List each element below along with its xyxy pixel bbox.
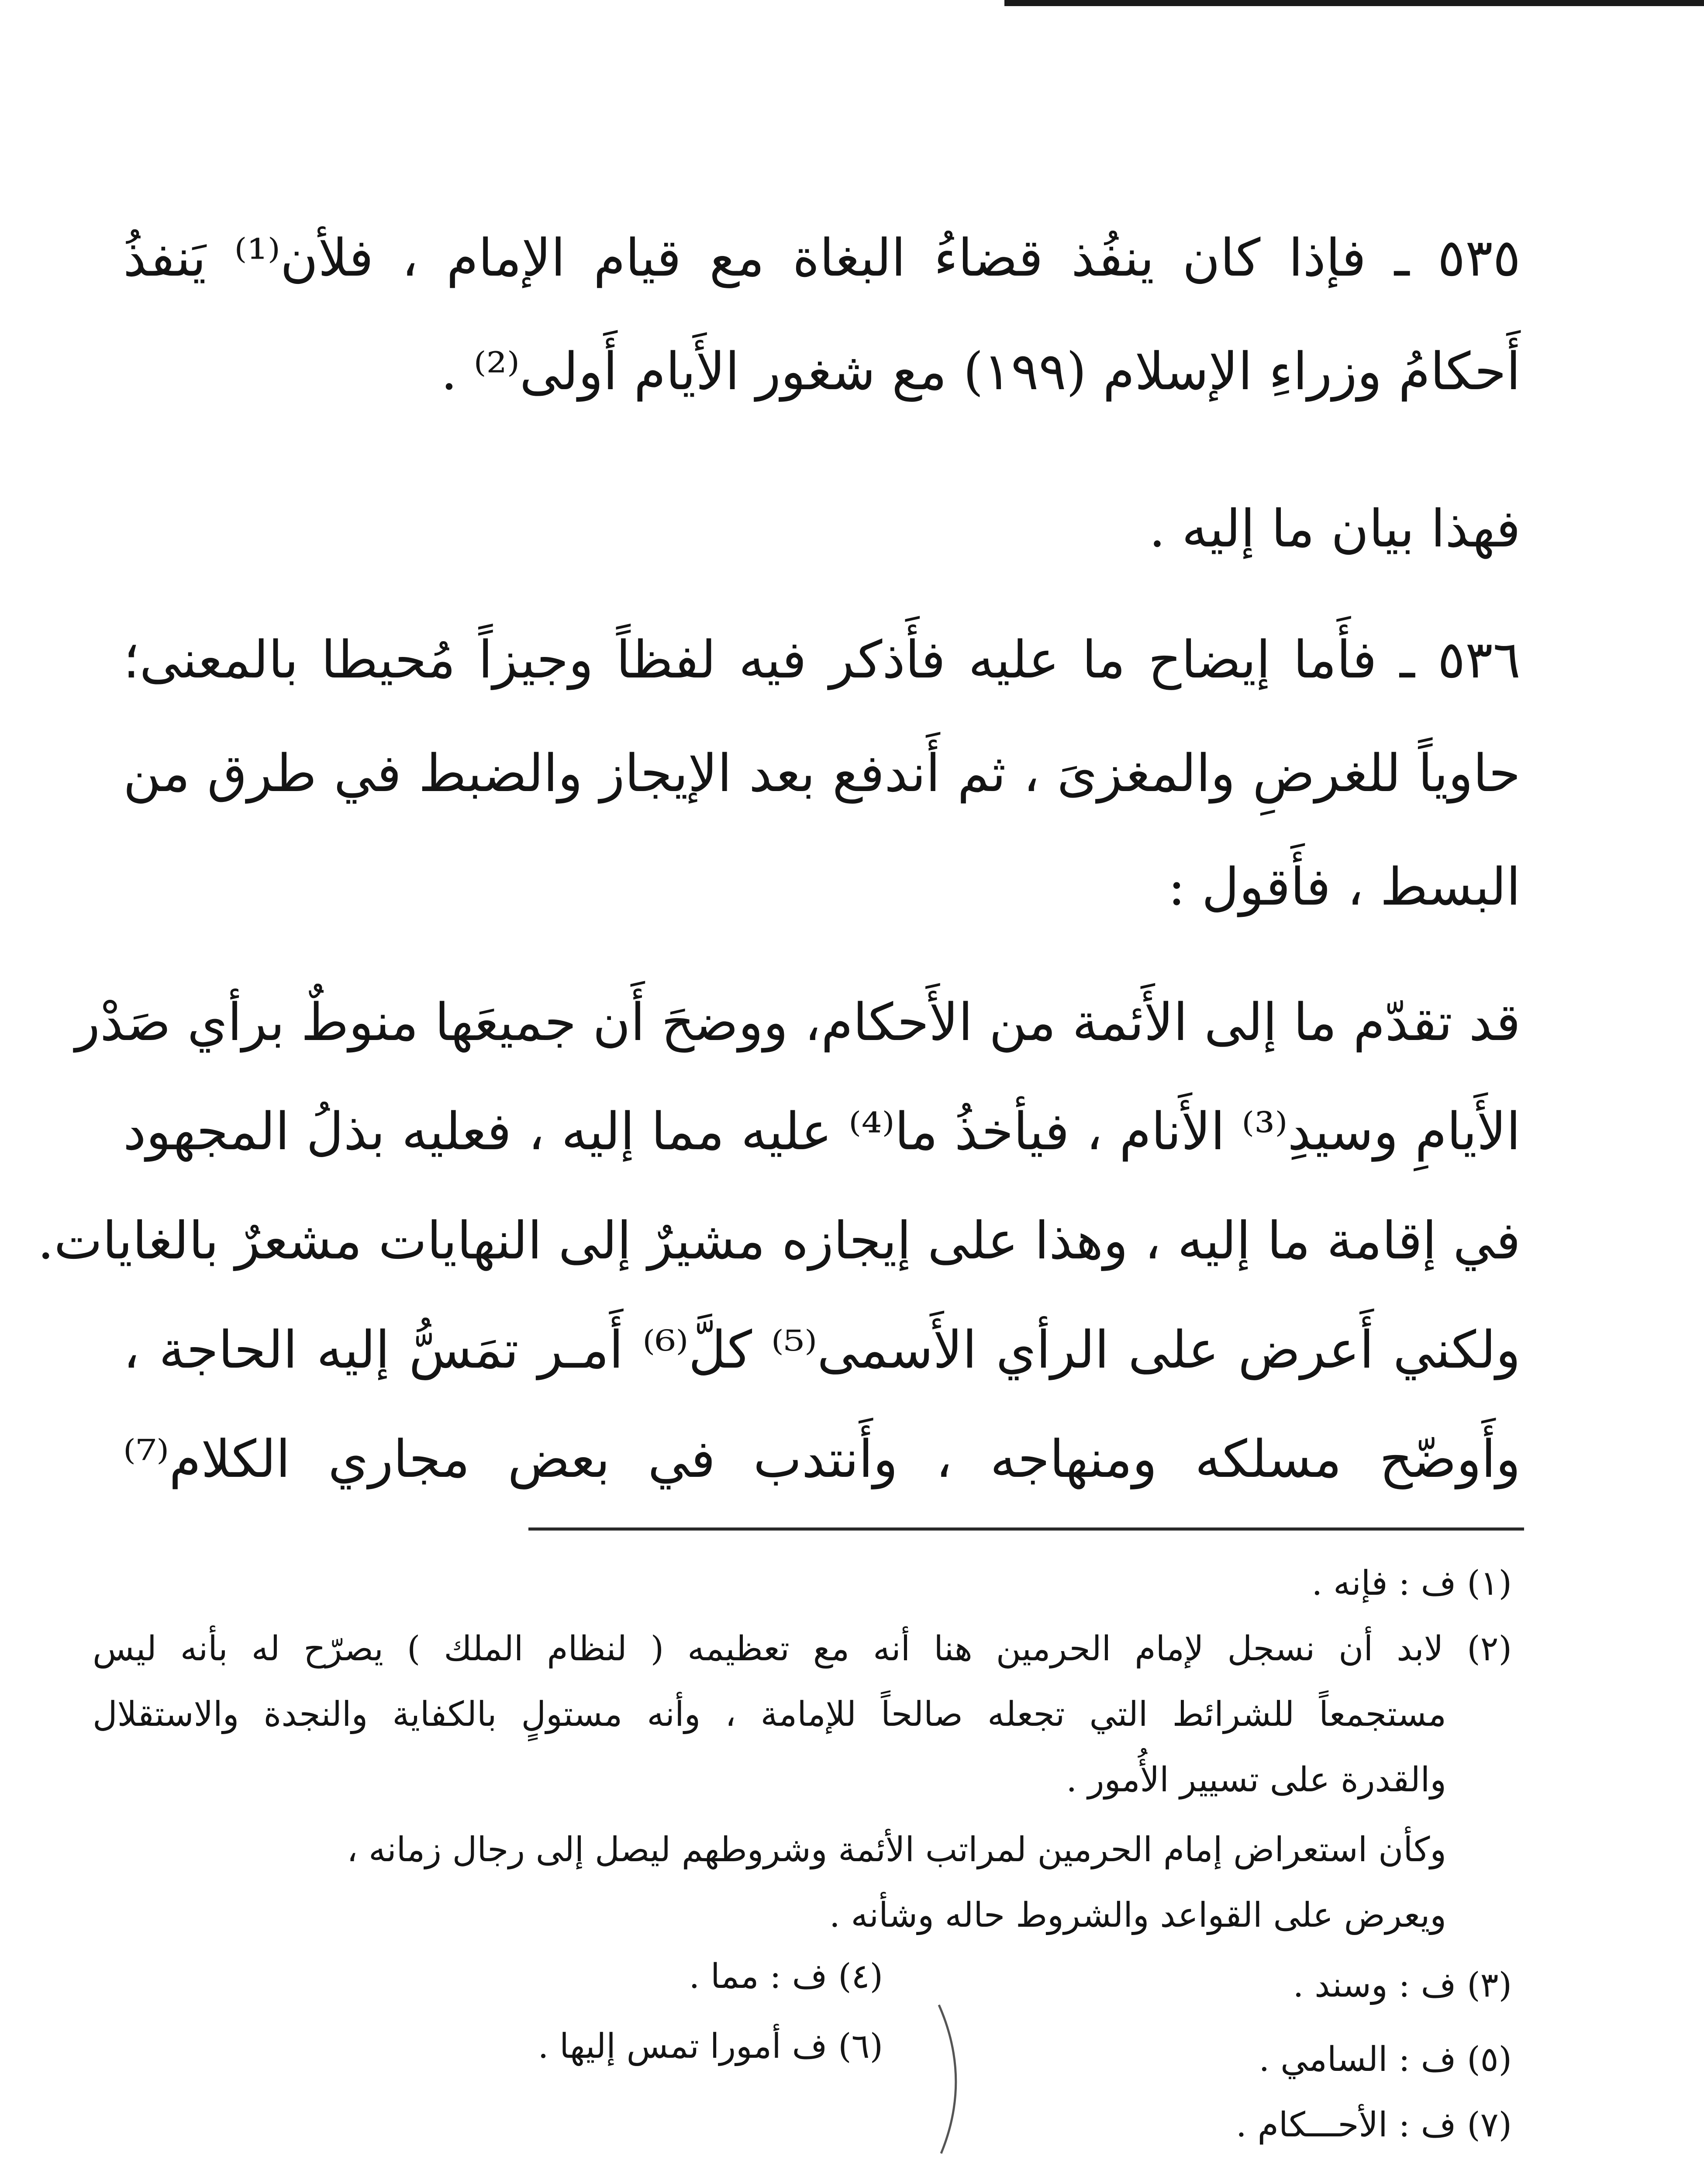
footnote-7: (٧) ف : الأحـــكام . (1236, 2105, 1512, 2145)
body-line-7: قد تقدّم ما إلى الأَئمة من الأَحكام، ووضحَ أَن جميعَها منوطٌ برأي صَدْر (75, 992, 1521, 1052)
footnote-2-line-2: مستجمعاً للشرائط التي تجعله صالحاً للإمامة ، وأنه مستولٍ بالكفاية والنجدة والاستقلال (93, 1695, 1446, 1734)
body-line-3: فهذا بيان ما إليه . (1149, 498, 1521, 559)
footnote-2-line-3: والقدرة على تسيير الأُمور . (1066, 1760, 1446, 1800)
body-line-10: ولكني أَعرض على الرأي الأَسمى⁽⁵⁾ كلَّ⁽⁶⁾ أَمـر تمَسُّ إليه الحاجة ، (123, 1320, 1521, 1380)
footnote-1: (١) ف : فإنه . (1311, 1564, 1512, 1603)
footnote-6: (٦) ف أمورا تمس إليها . (538, 2027, 883, 2066)
footnote-2-line-1: (٢) لابد أن نسجل لإمام الحرمين هنا أنه مع تعظيمه ( لنظام الملك ) يصرّح له بأنه ليس (93, 1629, 1512, 1669)
footnotes (93, 1546, 1512, 2184)
footnote-2-line-4: وكأن استعراض إمام الحرمين لمراتب الأئمة وشروطهم ليصل إلى رجال زمانه ، (347, 1830, 1446, 1870)
footnote-5: (٥) ف : السامي . (1259, 2040, 1512, 2079)
footnote-2-line-5: ويعرض على القواعد والشروط حاله وشأنه . (829, 1896, 1446, 1935)
body-line-2: أَحكامُ وزراءِ الإسلام (١٩٩) مع شغور الأَيام أَولى⁽²⁾ . (441, 341, 1521, 401)
body-line-4: ٥٣٦ ـ فأَما إيضاح ما عليه فأَذكر فيه لفظاً وجيزاً مُحيطا بالمعنى؛ (123, 629, 1521, 690)
body-line-8: الأَيامِ وسيدِ⁽³⁾ الأَنام ، فيأخذُ ما⁽⁴⁾ عليه مما إليه ، فعليه بذلُ المجهود (123, 1101, 1521, 1161)
body-line-6: البسط ، فأَقول : (1168, 857, 1521, 917)
body-line-1: ٥٣٥ ـ فإذا كان ينفُذ قضاءُ البغاة مع قيام الإمام ، فلأن⁽¹⁾ يَنفذُ (123, 228, 1521, 288)
body-line-11: وأَوضّح مسلكه ومنهاجه ، وأَنتدب في بعض مجاري الكلام⁽⁷⁾ (123, 1429, 1521, 1489)
footnote-separator (528, 1527, 1524, 1531)
main-text (37, 205, 1521, 1516)
margin-curve-mark (930, 2001, 978, 2158)
footnote-4: (٤) ف : مما . (689, 1957, 883, 1996)
body-line-9: في إقامة ما إليه ، وهذا على إيجازه مشيرٌ إلى النهايات مشعرٌ بالغايات. (37, 1210, 1521, 1271)
footnote-3: (٣) ف : وسند . (1293, 1966, 1512, 2005)
body-line-5: حاوياً للغرضِ والمغزىَ ، ثم أَندفع بعد الإيجاز والضبط في طرق من (123, 743, 1521, 803)
